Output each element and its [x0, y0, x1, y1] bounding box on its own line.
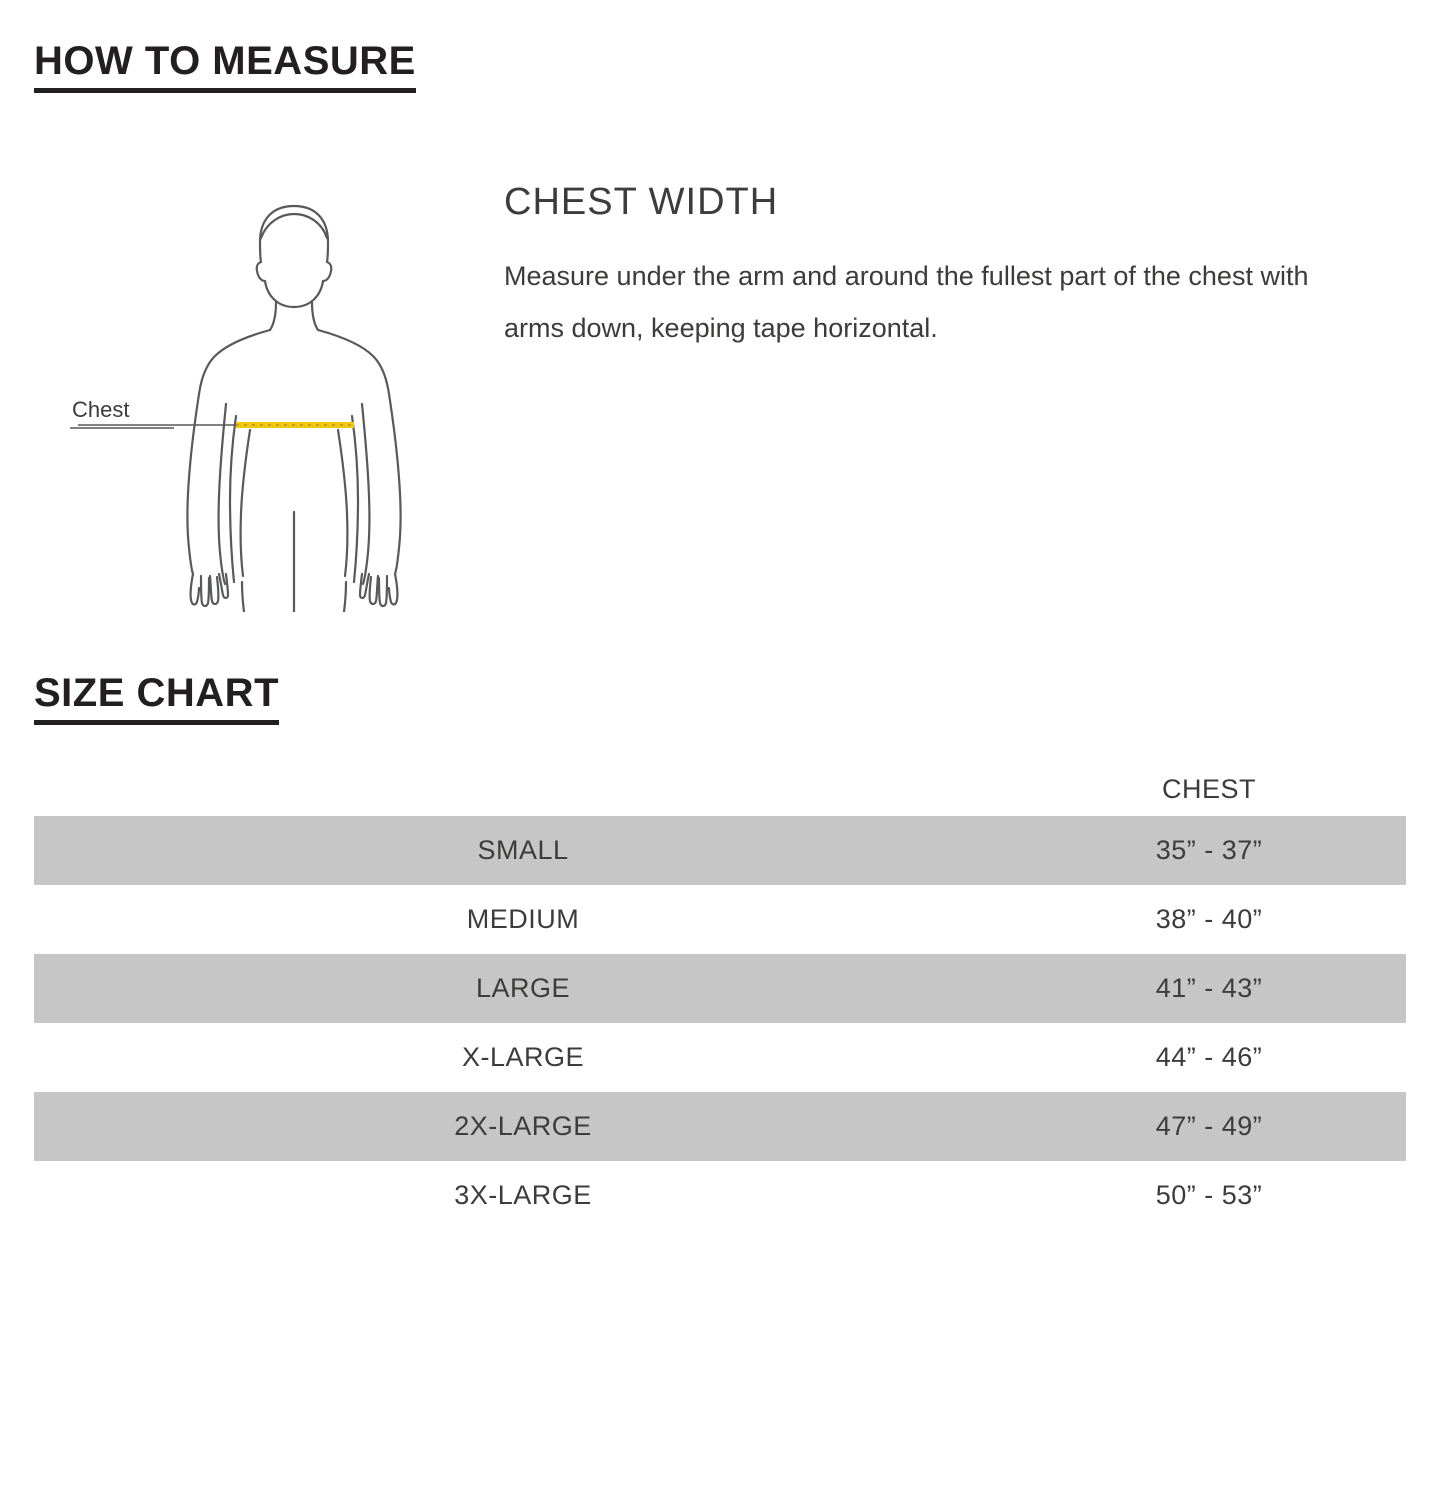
size-label: LARGE	[34, 954, 1012, 1023]
size-label: SMALL	[34, 816, 1012, 885]
chest-value: 50” - 53”	[1012, 1161, 1406, 1230]
size-chart-title: SIZE CHART	[34, 672, 279, 725]
chest-value: 44” - 46”	[1012, 1023, 1406, 1092]
how-to-measure-title: HOW TO MEASURE	[34, 40, 416, 93]
column-header-chest: CHEST	[1012, 762, 1406, 816]
chest-figure-label: Chest	[72, 397, 130, 422]
column-header-size	[34, 762, 1012, 816]
size-chart-table	[34, 762, 1406, 1230]
table-row	[34, 816, 1406, 885]
chest-value: 41” - 43”	[1012, 954, 1406, 1023]
table-row	[34, 1023, 1406, 1092]
measurement-description: Measure under the arm and around the fullest part of the chest with arms down, keeping tape horizontal.	[504, 260, 1309, 344]
size-label: MEDIUM	[34, 885, 1012, 954]
measurement-block	[34, 172, 1364, 622]
measurement-copy	[504, 182, 1334, 355]
table-row	[34, 954, 1406, 1023]
measurement-title: CHEST WIDTH	[504, 181, 779, 223]
how-to-measure-heading	[34, 40, 416, 93]
table-row	[34, 1092, 1406, 1161]
size-label: 2X-LARGE	[34, 1092, 1012, 1161]
chest-value: 35” - 37”	[1012, 816, 1406, 885]
table-row	[34, 885, 1406, 954]
chest-value: 38” - 40”	[1012, 885, 1406, 954]
size-chart-heading	[34, 672, 279, 725]
table-row	[34, 1161, 1406, 1230]
table-header-row	[34, 762, 1406, 816]
chest-value: 47” - 49”	[1012, 1092, 1406, 1161]
size-label: 3X-LARGE	[34, 1161, 1012, 1230]
size-label: X-LARGE	[34, 1023, 1012, 1092]
body-figure-illustration	[64, 172, 504, 612]
